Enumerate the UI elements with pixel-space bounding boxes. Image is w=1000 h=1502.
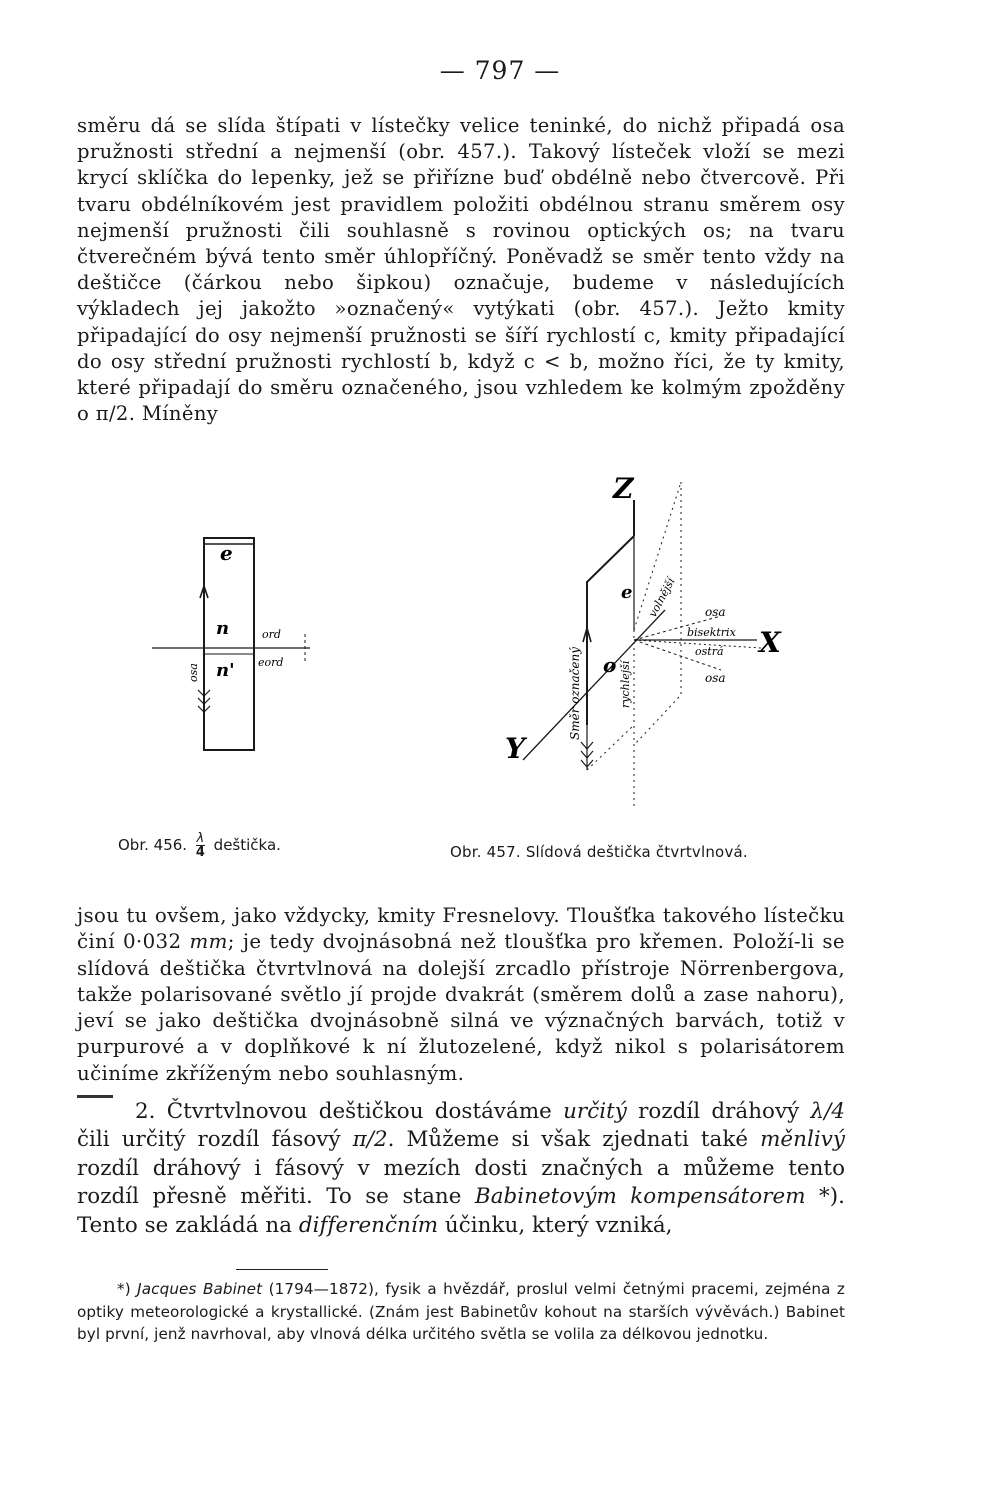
paragraph-3-g: účinku, který vzniká, bbox=[438, 1212, 673, 1238]
footnote bbox=[77, 1278, 845, 1346]
label-o: o bbox=[603, 653, 617, 677]
paragraph-1: směru dá se slída štípati v lístečky velice teninké, do nichž připadá osa pružnosti střední a nejmenší (obr. 457.). Takový lísteček vloží se mezi krycí sklíčka do lepenky, jež se přiřízne buď obdélně nebo čtvercově. Při tvaru obdélníkovém jest pravidlem položiti obdélnou stranu směrem osy nejmenší pružnosti čili souhlasně s rovinou optických os; na tvaru čtverečném bývá tento směr úhlopříčný. Poněvadž se směr tento vždy na deštičce (čárkou nebo šipkou) označuje, budeme v následujících výkladech jej jakožto »označený« vytýkati (obr. 457.). Ježto kmity připadající do osy nejmenší pružnosti se šíří rychlostí c, kmity připadající do osy střední pružnosti rychlostí b, když c < b, možno říci, že ty kmity, které připadají do směru označeného, jsou vzhledem ke kolmým zpožděny o π/2. Míněny bbox=[77, 114, 845, 426]
paragraph-2-b: ; je tedy dvojnásobná než tloušťka pro křemen. Položí-li se slídová deštička čtvrtvlnová na dolejší zrcadlo přístroje Nörrenbergova, takže polarisované světlo jí projde dvakrát (směrem dolů a zase nahoru), jeví se jako deštička dvojnásobně silná ve význačných barvách, totiž v purpurové a v doplňkové k ní žlutozelené, když nikol s polarisátorem učiníme zkříženým nebo souhlasným. bbox=[77, 930, 845, 1085]
label-Z: Z bbox=[613, 472, 634, 505]
label-osa-top: osa bbox=[705, 605, 726, 619]
label-n-prime: n' bbox=[216, 660, 235, 681]
caption-456-prefix: Obr. 456. bbox=[118, 836, 188, 854]
term-lambda-quarter: λ/4 bbox=[810, 1099, 845, 1124]
label-rychlejsi: rychlejší bbox=[619, 660, 632, 708]
paragraph-3-e: rozdíl dráhový i fásový v mezích dosti značných a můžeme tento rozdíl přesně měřiti. To se stane bbox=[77, 1155, 845, 1210]
lambda-quarter-fraction bbox=[196, 832, 205, 859]
footnote-mark: *) bbox=[117, 1280, 138, 1298]
figure-456-caption bbox=[118, 832, 358, 859]
unit-mm: mm bbox=[189, 930, 228, 954]
plate-rectangle bbox=[204, 538, 254, 750]
paragraph-3-d: . Můžeme si však zjednati také bbox=[387, 1127, 761, 1153]
y-axis bbox=[523, 610, 665, 760]
label-ord: ord bbox=[262, 628, 281, 641]
footnote-name: Jacques Babinet bbox=[137, 1280, 263, 1298]
figure-457-caption: Obr. 457. Slídová deštička čtvrtvlnová. bbox=[450, 843, 748, 861]
label-Y: Y bbox=[505, 732, 525, 765]
paragraph-3 bbox=[77, 1098, 845, 1240]
fraction-numerator: λ bbox=[196, 831, 205, 846]
label-volnejsi: volnější bbox=[646, 575, 678, 620]
label-osa-bottom: osa bbox=[705, 671, 726, 685]
label-e: e bbox=[220, 541, 233, 565]
paragraph-3-c: čili určitý rozdíl fásový bbox=[77, 1127, 353, 1153]
label-bisektrix: bisektrix bbox=[687, 626, 736, 639]
term-menlivy: měnlivý bbox=[760, 1127, 845, 1153]
term-babinet: Babinetovým kompensátorem bbox=[474, 1184, 806, 1210]
paragraph-2 bbox=[77, 903, 845, 1087]
label-smer-oznaceny: Směr označený bbox=[568, 646, 582, 740]
label-ostra: ostrá bbox=[695, 645, 724, 658]
term-urcity: určitý bbox=[563, 1099, 627, 1124]
dotted-diagonal-bottom bbox=[587, 725, 634, 770]
paragraph-2-a: jsou tu ovšem, jako vždycky, kmity Fresnelovy. Tloušťka takového lístečku činí 0·032 bbox=[77, 904, 845, 954]
caption-456-suffix: deštička. bbox=[213, 836, 281, 854]
label-X: X bbox=[759, 626, 781, 659]
figure-457 bbox=[495, 470, 805, 820]
paragraph-3-f: *). Tento se zakládá na bbox=[77, 1184, 845, 1238]
paragraph-3-b: rozdíl dráhový bbox=[626, 1099, 811, 1124]
term-pi-half: π/2 bbox=[352, 1127, 388, 1153]
label-eord: eord bbox=[258, 656, 284, 669]
footnote-rule bbox=[236, 1269, 328, 1270]
figure-456 bbox=[140, 530, 340, 770]
label-e: e bbox=[621, 582, 633, 603]
page-number: — 797 — bbox=[439, 56, 561, 85]
term-differencnim: differenčním bbox=[298, 1212, 439, 1238]
fraction-denominator: 4 bbox=[195, 845, 205, 860]
label-n: n bbox=[216, 618, 230, 639]
paragraph-3-a: 2. Čtvrtvlnovou deštičkou dostáváme bbox=[135, 1099, 564, 1124]
label-osa: osa bbox=[187, 663, 200, 682]
footnote-text: (1794—1872), fysik a hvězdář, proslul velmi četnými pracemi, zejména z optiky meteorologické a krystallické. (Znám jest Babinetův kohout na starších vývěvách.) Babinet byl první, jenž navrhoval, aby vlnová délka určitého světla se volila za délkovou jednotku. bbox=[77, 1280, 845, 1344]
